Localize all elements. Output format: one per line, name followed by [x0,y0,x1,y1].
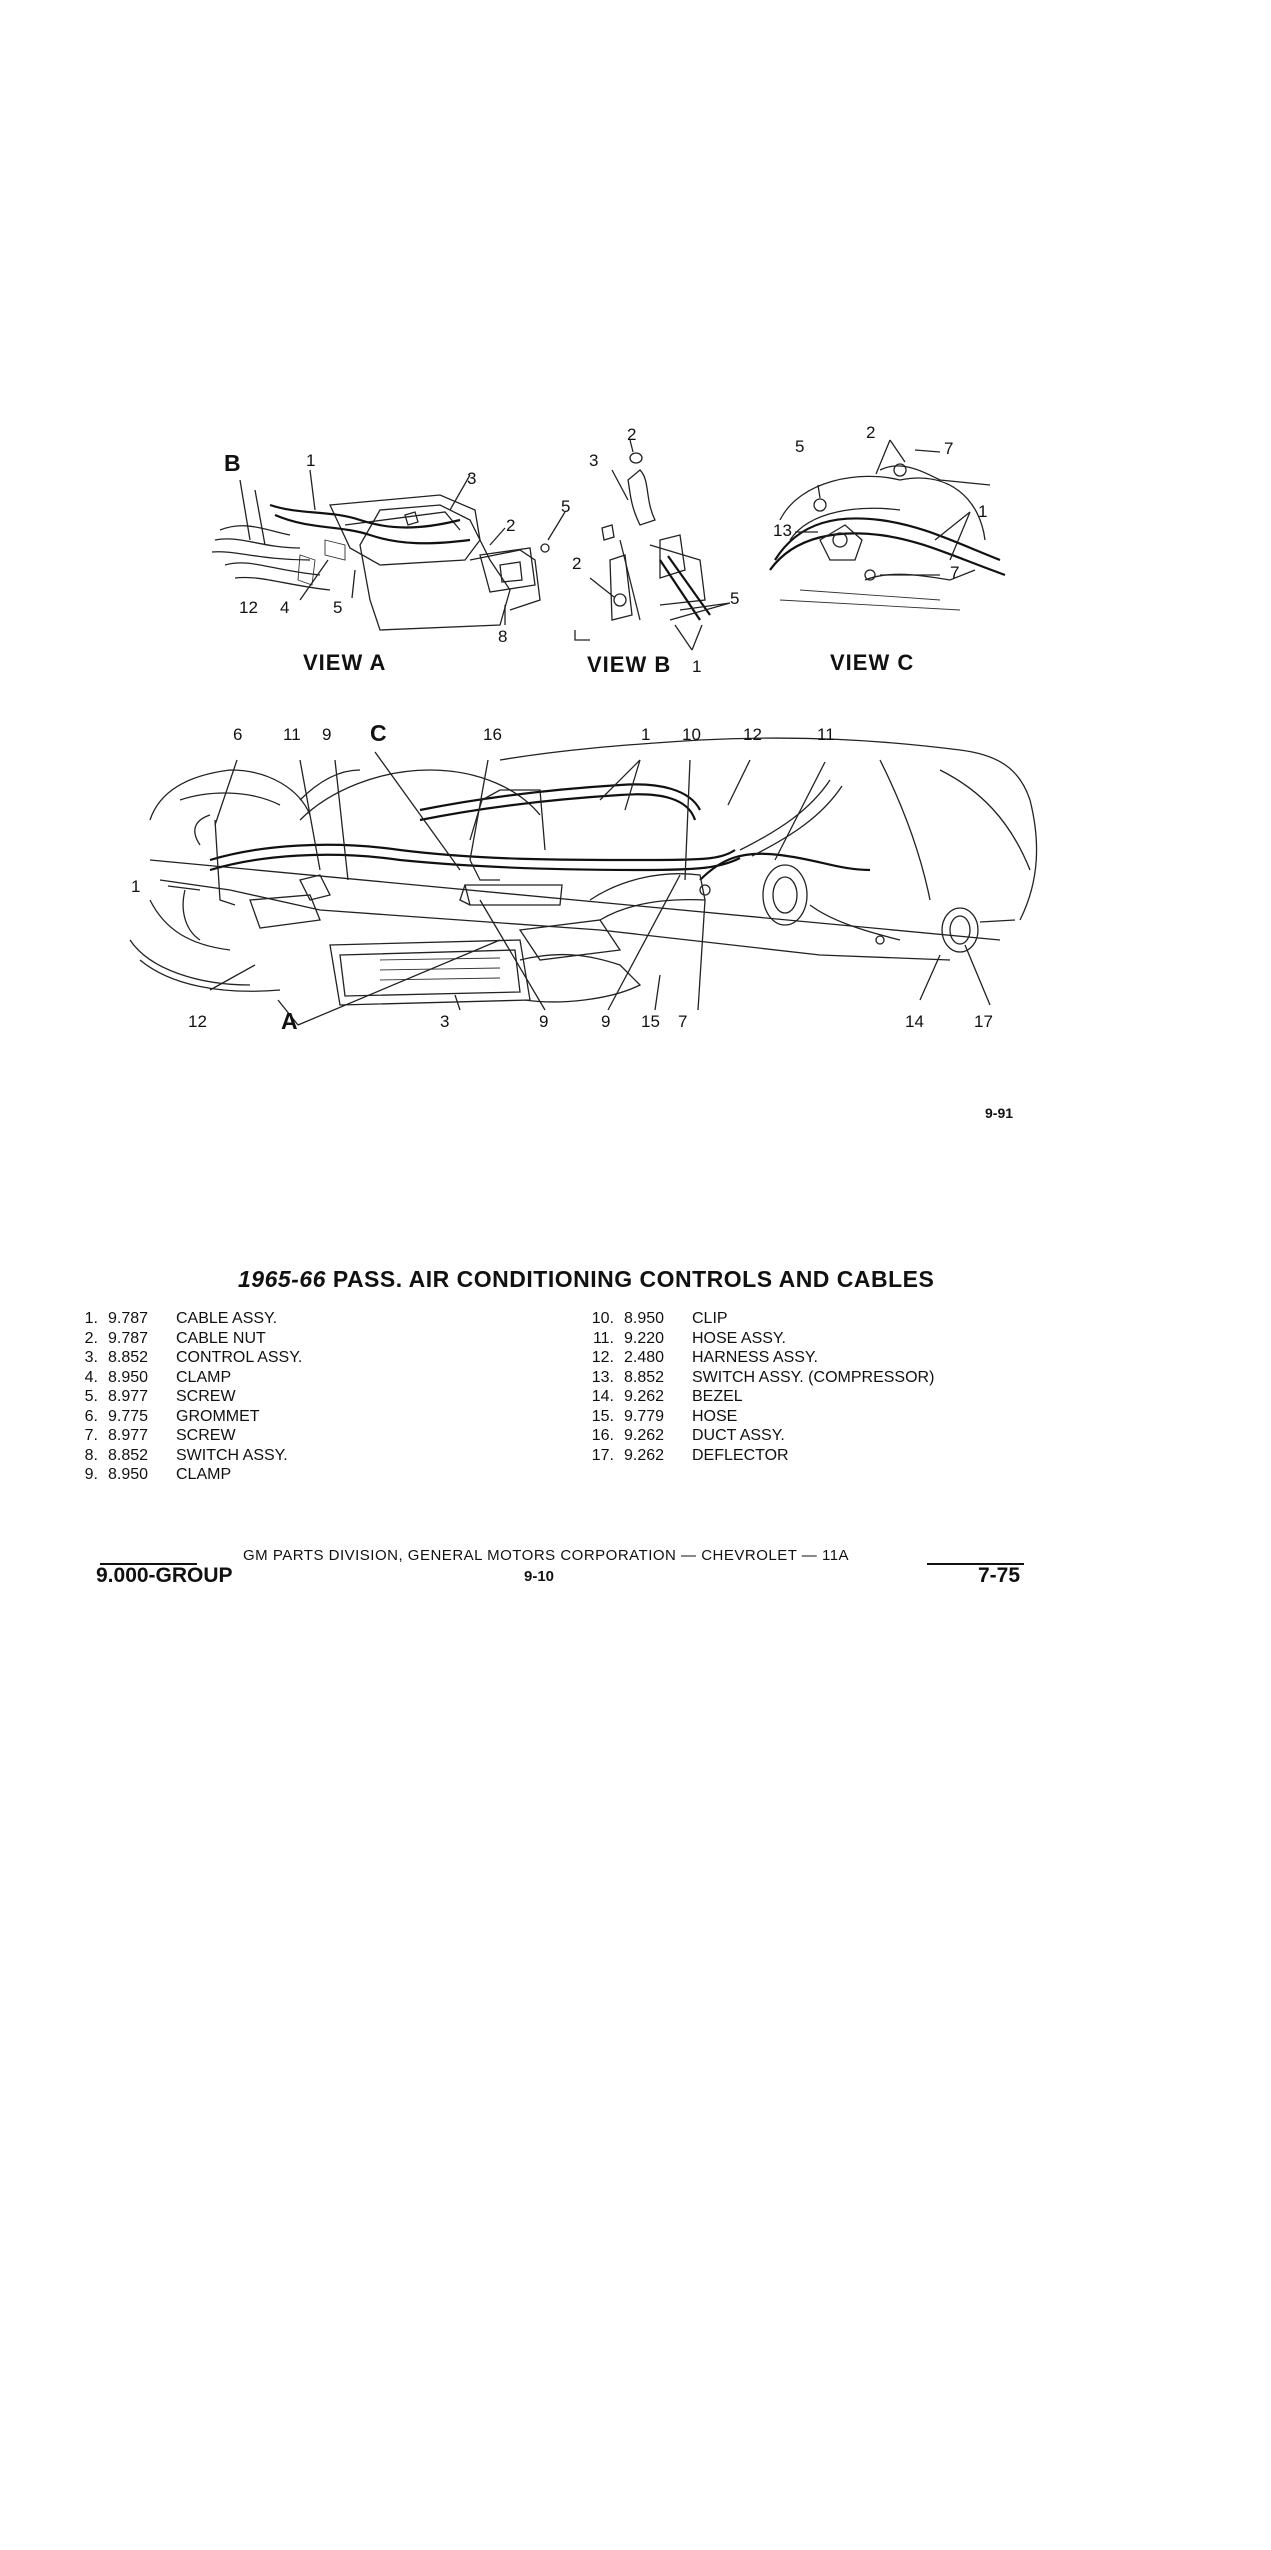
part-code: 9.775 [108,1407,149,1425]
part-number: 10. [591,1310,614,1327]
footer-group: 9.000-GROUP [96,1564,233,1587]
part-number: 6. [84,1407,98,1425]
part-description: CLAMP [176,1368,232,1386]
part-description: CONTROL ASSY. [176,1349,303,1366]
main-view-drawing [130,738,1037,1025]
view-a-callout: 5 [561,497,571,516]
part-description: SWITCH ASSY. (COMPRESSOR) [692,1368,935,1386]
part-number: 2. [84,1329,98,1347]
part-description: DUCT ASSY. [692,1427,785,1444]
view-b-drawing [575,440,730,650]
part-number: 15. [591,1407,614,1425]
main-callout-bottom: 3 [440,1012,450,1031]
main-callout-bottom: 12 [188,1012,207,1031]
view-a-callout: 8 [498,627,508,646]
part-number: 3. [84,1349,98,1366]
part-description: GROMMET [176,1407,260,1425]
parts-list-row [584,1329,934,1349]
parts-list-row [68,1426,302,1446]
part-code: 8.950 [108,1466,149,1483]
part-code: 9.779 [624,1407,665,1425]
part-description: SWITCH ASSY. [176,1446,288,1464]
view-b-label: VIEW B [587,652,672,677]
part-number: 13. [591,1368,614,1386]
main-callout-bottom: 15 [641,1012,660,1031]
parts-list-row [68,1368,302,1388]
part-description: HOSE ASSY. [692,1329,786,1347]
part-code: 9.220 [624,1329,665,1347]
figure-number: 9-91 [985,1105,1014,1121]
part-number: 16. [591,1427,614,1444]
parts-list-row [584,1426,934,1446]
view-b-callout: 2 [627,425,637,444]
parts-list-row [584,1387,934,1407]
part-description: HARNESS ASSY. [692,1349,818,1366]
part-description: CLIP [692,1310,728,1327]
part-code: 8.852 [108,1349,149,1366]
footer-page-right: 7-75 [978,1564,1021,1587]
callout-letter-c: C [370,720,387,746]
view-c-callout: 7 [950,563,960,582]
parts-list-row [584,1368,934,1388]
main-callout-bottom: 7 [678,1012,688,1031]
view-a-label: VIEW A [303,650,387,675]
callout-letter-a: A [281,1008,298,1034]
parts-list-row [68,1465,302,1485]
part-code: 8.852 [108,1446,149,1464]
parts-list-row [584,1309,934,1329]
part-number: 5. [84,1388,98,1405]
main-callout-top: 12 [743,725,762,744]
view-c-label: VIEW C [830,650,915,675]
parts-list-row [584,1348,934,1368]
footer-division: GM PARTS DIVISION, GENERAL MOTORS CORPORATION — CHEVROLET — 11A [243,1547,850,1564]
part-number: 9. [84,1466,98,1483]
part-code: 9.787 [108,1310,149,1327]
footer-page-center: 9-10 [524,1568,555,1585]
view-c-callout: 2 [866,423,876,442]
part-description: HOSE [692,1407,738,1425]
view-b-callout: 1 [692,657,702,676]
view-c-callout: 7 [944,439,954,458]
view-c-callout: 13 [773,521,792,540]
part-description: CABLE ASSY. [176,1310,278,1327]
view-c-drawing [770,437,1005,610]
view-a-drawing [212,470,565,630]
main-callout-top: 9 [322,725,332,744]
parts-list-left [68,1309,302,1485]
part-code: 8.852 [624,1368,665,1386]
part-code: 9.262 [624,1427,665,1444]
main-callout-top: 11 [283,725,301,744]
view-b-callout: 5 [730,589,740,608]
part-number: 17. [591,1446,614,1464]
main-callout-side: 1 [131,877,141,896]
parts-list-row [584,1446,934,1466]
part-number: 7. [84,1427,98,1444]
view-c-callout: 1 [978,502,988,521]
parts-list-row [68,1407,302,1427]
part-code: 8.977 [108,1388,149,1405]
title-years: 1965-66 [238,1266,326,1292]
part-code: 8.950 [624,1310,665,1327]
view-a-callout: 2 [506,516,516,535]
main-callout-bottom: 14 [905,1012,924,1031]
parts-list-row [68,1329,302,1349]
view-c-callout: 5 [795,437,805,456]
title-text: PASS. AIR CONDITIONING CONTROLS AND CABLES [332,1266,935,1292]
part-code: 9.787 [108,1329,149,1347]
view-b-callout: 3 [589,451,599,470]
part-description: BEZEL [692,1388,743,1405]
part-description: DEFLECTOR [692,1446,789,1464]
parts-list-row [68,1309,302,1329]
part-code: 8.950 [108,1368,149,1386]
main-callout-top: 1 [641,725,651,744]
view-b-callout: 2 [572,554,582,573]
part-code: 8.977 [108,1427,149,1444]
main-callout-bottom: 9 [601,1012,611,1031]
part-description: SCREW [176,1388,236,1405]
main-callout-top: 10 [682,725,701,744]
illustration [0,0,1271,1100]
parts-list-right [584,1309,934,1465]
part-number: 1. [84,1310,98,1327]
view-a-callout: 3 [467,469,477,488]
view-a-callout: 5 [333,598,343,617]
part-description: SCREW [176,1427,236,1444]
part-code: 2.480 [624,1349,665,1366]
part-number: 12. [591,1349,614,1366]
part-description: CLAMP [176,1466,232,1483]
callout-letter-b: B [224,450,241,476]
view-a-callout: 4 [280,598,290,617]
main-callout-top: 16 [483,725,502,744]
part-description: CABLE NUT [176,1329,266,1347]
part-code: 9.262 [624,1446,665,1464]
part-number: 4. [84,1368,98,1386]
part-number: 8. [84,1446,98,1464]
parts-list-row [68,1348,302,1368]
part-number: 11. [592,1329,614,1347]
main-callout-bottom: 17 [974,1012,993,1031]
main-callout-bottom: 9 [539,1012,549,1031]
main-callout-top: 11 [817,725,835,744]
page-title [238,1266,934,1293]
parts-list-row [584,1407,934,1427]
part-code: 9.262 [624,1388,665,1405]
view-a-callout: 12 [239,598,258,617]
parts-list-row [68,1446,302,1466]
view-a-callout: 1 [306,451,316,470]
part-number: 14. [591,1388,614,1405]
main-callout-top: 6 [233,725,243,744]
parts-list-row [68,1387,302,1407]
